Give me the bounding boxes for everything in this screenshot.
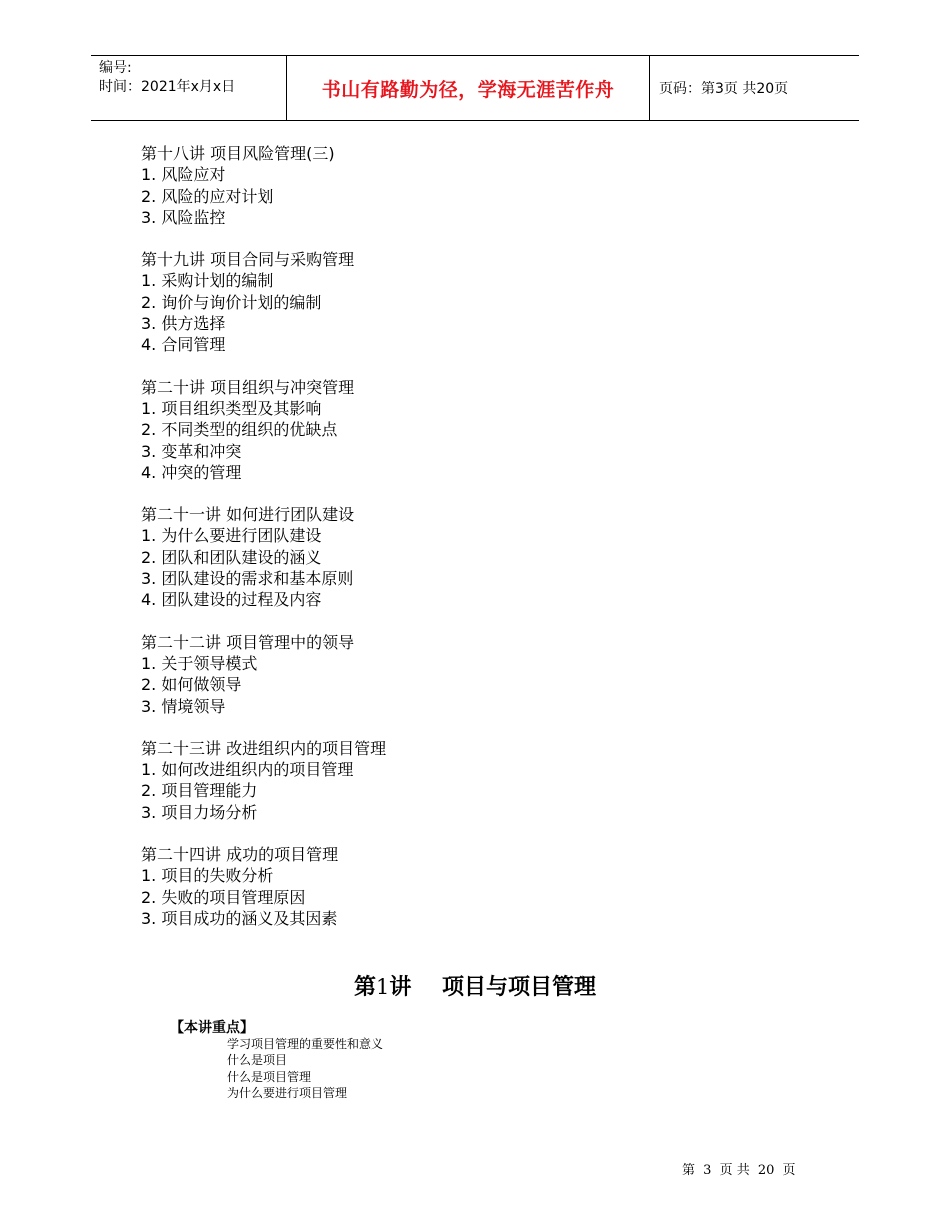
section-title: 第二十讲 项目组织与冲突管理 bbox=[141, 377, 355, 397]
header-page-cell bbox=[650, 56, 859, 120]
keypoint-item: 为什么要进行项目管理 bbox=[227, 1086, 348, 1101]
time-label: 时间：2021年x月x日 bbox=[99, 79, 236, 95]
keypoint-item: 什么是项目 bbox=[227, 1053, 288, 1068]
section-title: 第十八讲 项目风险管理(三) bbox=[141, 144, 335, 163]
section-item: 1. 为什么要进行团队建设 bbox=[141, 526, 322, 546]
section-title: 第二十三讲 改进组织内的项目管理 bbox=[141, 738, 387, 758]
section-item: 3. 供方选择 bbox=[141, 314, 226, 334]
footer-suffix: 页 bbox=[782, 1163, 796, 1178]
header-info-cell bbox=[91, 56, 287, 120]
footer-current-page: 3 bbox=[703, 1163, 712, 1178]
section-title: 第二十四讲 成功的项目管理 bbox=[141, 845, 339, 865]
footer-total-pages: 20 bbox=[757, 1163, 775, 1178]
lecture-outline bbox=[141, 143, 781, 950]
page-label: 页码：第3页 共20页 bbox=[659, 81, 789, 97]
section-item: 3. 变革和冲突 bbox=[141, 441, 242, 461]
section-item: 2. 不同类型的组织的优缺点 bbox=[141, 420, 338, 440]
section-item: 2. 询价与询价计划的编制 bbox=[141, 292, 322, 312]
section-item: 1. 如何改进组织内的项目管理 bbox=[141, 760, 354, 780]
section-item: 4. 团队建设的过程及内容 bbox=[141, 590, 322, 610]
section-item: 3. 情境领导 bbox=[141, 696, 226, 716]
outline-section bbox=[141, 632, 781, 717]
lecture-title-number: 1 bbox=[375, 975, 390, 999]
section-item: 1. 风险应对 bbox=[141, 165, 226, 185]
section-item: 1. 项目的失败分析 bbox=[141, 866, 274, 886]
outline-section bbox=[141, 143, 781, 228]
section-item: 2. 风险的应对计划 bbox=[141, 186, 274, 206]
outline-section bbox=[141, 738, 781, 823]
section-item: 3. 团队建设的需求和基本原则 bbox=[141, 569, 354, 589]
motto-text: 书山有路勤为径，学海无涯苦作舟 bbox=[321, 78, 615, 101]
section-item: 4. 合同管理 bbox=[141, 335, 226, 355]
keypoint-item: 学习项目管理的重要性和意义 bbox=[227, 1037, 384, 1051]
section-item: 3. 项目成功的涵义及其因素 bbox=[141, 908, 338, 928]
header-motto-cell bbox=[287, 56, 650, 120]
keypoints-list bbox=[227, 1036, 383, 1102]
outline-section bbox=[141, 377, 781, 483]
outline-section bbox=[141, 844, 781, 929]
section-item: 1. 项目组织类型及其影响 bbox=[141, 398, 322, 418]
footer-middle: 页 共 bbox=[719, 1163, 750, 1178]
lecture-title-name: 项目与项目管理 bbox=[442, 975, 597, 1000]
keypoints-heading: 【本讲重点】 bbox=[170, 1020, 254, 1036]
page-footer bbox=[0, 1159, 950, 1178]
section-item: 2. 团队和团队建设的涵义 bbox=[141, 547, 322, 567]
lecture-title bbox=[0, 970, 950, 1001]
section-title: 第二十一讲 如何进行团队建设 bbox=[141, 505, 355, 525]
lecture-title-suffix: 讲 bbox=[389, 975, 412, 1000]
section-title: 第二十二讲 项目管理中的领导 bbox=[141, 632, 355, 652]
section-item: 1. 采购计划的编制 bbox=[141, 271, 274, 291]
page-header bbox=[91, 55, 859, 121]
outline-section bbox=[141, 249, 781, 355]
section-item: 3. 风险监控 bbox=[141, 207, 226, 227]
section-title: 第十九讲 项目合同与采购管理 bbox=[141, 250, 355, 270]
keypoint-item: 什么是项目管理 bbox=[227, 1069, 312, 1084]
section-item: 3. 项目力场分析 bbox=[141, 802, 258, 822]
section-item: 2. 项目管理能力 bbox=[141, 781, 258, 801]
section-item: 1. 关于领导模式 bbox=[141, 653, 258, 673]
section-item: 4. 冲突的管理 bbox=[141, 462, 242, 482]
lecture-title-prefix: 第 bbox=[353, 975, 376, 1000]
section-item: 2. 如何做领导 bbox=[141, 675, 242, 695]
outline-section bbox=[141, 504, 781, 610]
section-item: 2. 失败的项目管理原因 bbox=[141, 887, 306, 907]
footer-prefix: 第 bbox=[682, 1163, 696, 1178]
id-label: 编号: bbox=[99, 60, 132, 76]
